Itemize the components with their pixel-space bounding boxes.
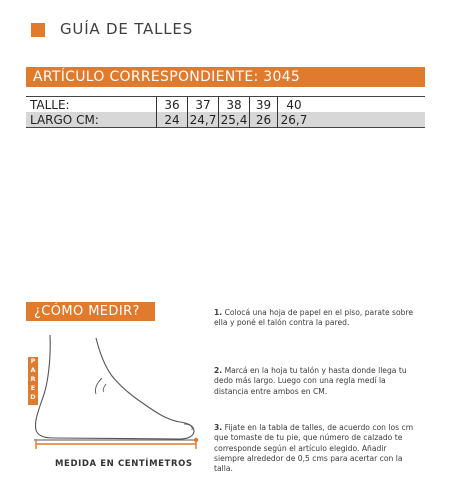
table-row	[26, 112, 425, 128]
table-cell: 38	[218, 97, 249, 113]
table-cell: 24,7	[187, 112, 218, 128]
size-table	[26, 96, 425, 128]
how-to-measure-title: ¿CÓMO MEDIR?	[26, 302, 155, 321]
article-banner: ARTÍCULO CORRESPONDIENTE: 3045	[26, 67, 425, 87]
table-cell: 39	[249, 97, 277, 113]
page-title: GUÍA DE TALLES	[60, 20, 194, 38]
row-label: LARGO CM:	[30, 113, 99, 127]
table-row	[26, 96, 425, 112]
step-item: 2. Marcá en la hoja tu talón y hasta donde llega tu dedo más largo. Luego con una regla medí la distancia entre ambos en CM.	[214, 366, 407, 396]
table-cell: 36	[156, 97, 187, 113]
table-cell: 26	[249, 112, 277, 128]
step-item: 1. Colocá una hoja de papel en el piso, parate sobre ella y poné el talón contra la pared.	[214, 308, 414, 328]
wall-label: P A R E D	[28, 357, 38, 405]
table-cell: 25,4	[218, 112, 249, 128]
table-cell: 40	[277, 97, 310, 113]
table-cell: 37	[187, 97, 218, 113]
measure-label: MEDIDA EN CENTÍMETROS	[55, 459, 193, 469]
square-marker-icon	[31, 23, 45, 37]
foot-outline-icon	[20, 330, 215, 465]
step-item: 3. Fijate en la tabla de talles, de acuerdo con los cm que tomaste de tu pie, que número de calzado te corresponde según el artículo elegido. Añadir siempre alrededor de 0,5 cms para acertar con la talla.	[214, 423, 414, 474]
row-label: TALLE:	[30, 98, 70, 112]
table-cell: 26,7	[277, 112, 310, 128]
table-cell: 24	[156, 112, 187, 128]
